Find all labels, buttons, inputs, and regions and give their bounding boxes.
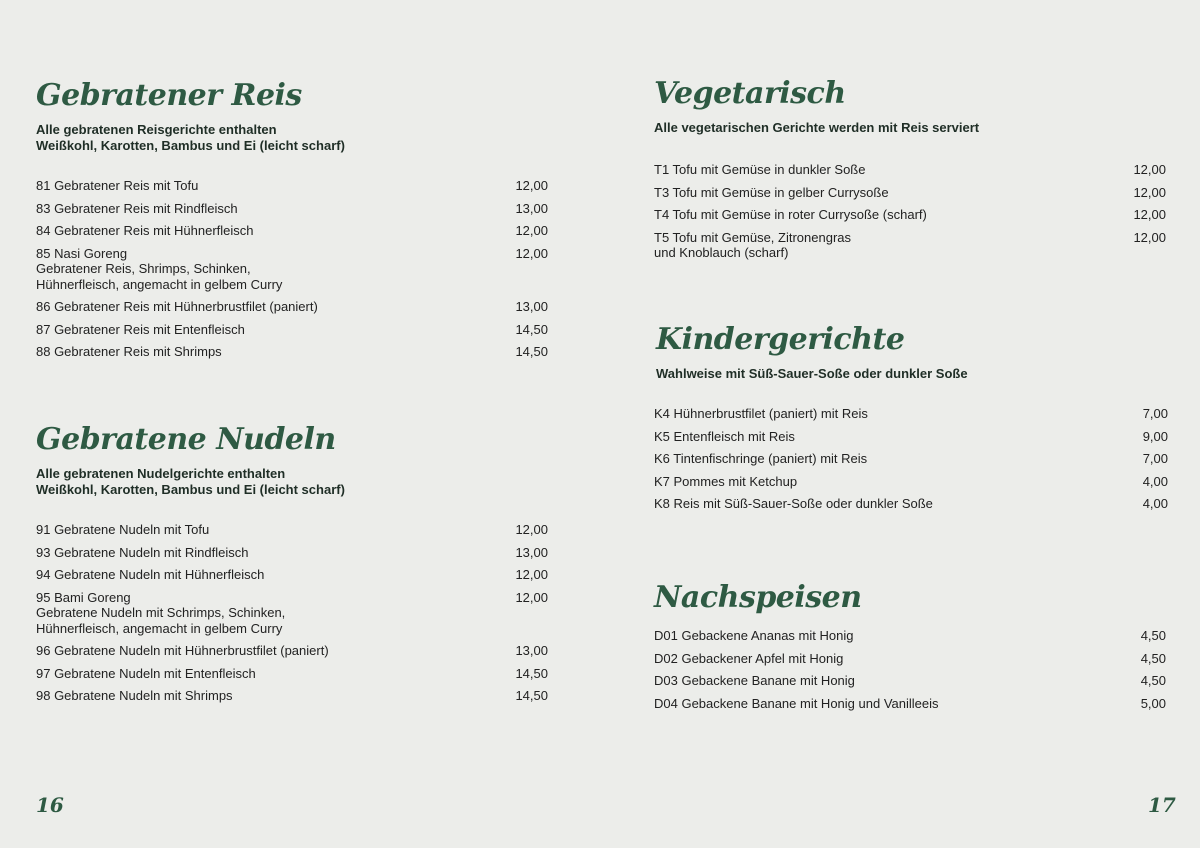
item-price: 12,00 bbox=[515, 223, 548, 238]
item-price: 4,50 bbox=[1140, 650, 1166, 666]
item-name: K7 Pommes mit Ketchup bbox=[654, 473, 798, 489]
menu-item bbox=[36, 545, 548, 561]
item-price: 12,00 bbox=[1133, 229, 1166, 245]
menu-item bbox=[654, 696, 1166, 712]
page-number: 17 bbox=[1148, 793, 1176, 817]
item-name: T3 Tofu mit Gemüse in gelber Currysoße bbox=[654, 184, 889, 200]
item-price: 7,00 bbox=[1142, 406, 1168, 421]
item-name: 86 Gebratener Reis mit Hühnerbrustfilet (paniert) bbox=[36, 299, 318, 314]
item-price: 4,00 bbox=[1142, 496, 1168, 511]
item-name: 95 Bami Goreng Gebratene Nudeln mit Schrimps, Schinken, Hühnerfleisch, angemacht in gelbem Curry bbox=[36, 589, 286, 636]
section-subtitle: Alle gebratenen Nudelgerichte enthalten Weißkohl, Karotten, Bambus und Ei (leicht scharf) bbox=[36, 466, 345, 497]
item-name: 98 Gebratene Nudeln mit Shrimps bbox=[36, 688, 233, 703]
menu-item bbox=[654, 628, 1166, 644]
item-price: 4,50 bbox=[1140, 628, 1166, 643]
menu-item bbox=[36, 590, 548, 637]
section-kindergerichte bbox=[656, 320, 1168, 519]
item-price: 12,00 bbox=[515, 567, 548, 582]
item-name: 83 Gebratener Reis mit Rindfleisch bbox=[36, 200, 238, 216]
menu-item bbox=[654, 207, 1166, 223]
page-number: 16 bbox=[36, 793, 64, 817]
item-name: D02 Gebackener Apfel mit Honig bbox=[654, 650, 844, 666]
item-name: 81 Gebratener Reis mit Tofu bbox=[36, 178, 199, 193]
item-name: K5 Entenfleisch mit Reis bbox=[654, 428, 795, 444]
section-title: Nachspeisen bbox=[654, 580, 862, 615]
section-vegetarisch bbox=[654, 74, 1166, 268]
item-name: D03 Gebackene Banane mit Honig bbox=[654, 673, 855, 688]
item-price: 7,00 bbox=[1142, 451, 1168, 466]
menu-items bbox=[656, 406, 1168, 512]
item-price: 12,00 bbox=[515, 522, 548, 537]
section-gebratener-reis bbox=[36, 76, 548, 367]
item-name: 93 Gebratene Nudeln mit Rindfleisch bbox=[36, 544, 249, 560]
item-price: 13,00 bbox=[515, 299, 548, 314]
item-name: T5 Tofu mit Gemüse, Zitronengras und Knoblauch (scharf) bbox=[654, 229, 852, 260]
menu-item bbox=[36, 178, 548, 194]
menu-item bbox=[654, 429, 1168, 445]
menu-item bbox=[654, 673, 1166, 689]
item-name: 91 Gebratene Nudeln mit Tofu bbox=[36, 522, 210, 537]
item-price: 12,00 bbox=[1133, 207, 1166, 222]
right-page bbox=[600, 0, 1200, 848]
item-price: 4,50 bbox=[1140, 673, 1166, 688]
menu-item bbox=[36, 322, 548, 338]
item-price: 4,00 bbox=[1142, 473, 1168, 489]
menu-items bbox=[36, 178, 548, 360]
item-name: 88 Gebratener Reis mit Shrimps bbox=[36, 344, 222, 359]
menu-item bbox=[36, 643, 548, 659]
item-price: 12,00 bbox=[1133, 162, 1166, 177]
menu-item bbox=[654, 496, 1168, 512]
item-name: D04 Gebackene Banane mit Honig und Vanilleeis bbox=[654, 695, 939, 711]
section-title: Gebratener Reis bbox=[36, 78, 302, 113]
item-price: 14,50 bbox=[515, 665, 548, 681]
menu-item bbox=[36, 666, 548, 682]
item-price: 12,00 bbox=[1133, 184, 1166, 200]
section-title: Kindergerichte bbox=[656, 322, 905, 357]
menu-item bbox=[36, 246, 548, 293]
item-name: 84 Gebratener Reis mit Hühnerfleisch bbox=[36, 223, 254, 238]
item-name: K8 Reis mit Süß-Sauer-Soße oder dunkler Soße bbox=[654, 496, 933, 511]
item-name: D01 Gebackene Ananas mit Honig bbox=[654, 628, 854, 643]
item-name: 96 Gebratene Nudeln mit Hühnerbrustfilet (paniert) bbox=[36, 643, 329, 658]
menu-items bbox=[36, 522, 548, 704]
section-subtitle: Wahlweise mit Süß-Sauer-Soße oder dunkler Soße bbox=[656, 366, 968, 381]
item-name: K4 Hühnerbrustfilet (paniert) mit Reis bbox=[654, 406, 868, 421]
section-subtitle: Alle gebratenen Reisgerichte enthalten Weißkohl, Karotten, Bambus und Ei (leicht scharf) bbox=[36, 122, 345, 153]
item-price: 14,50 bbox=[515, 688, 548, 703]
item-price: 13,00 bbox=[515, 643, 548, 658]
item-price: 12,00 bbox=[515, 245, 548, 261]
item-name: K6 Tintenfischringe (paniert) mit Reis bbox=[654, 451, 868, 466]
menu-item bbox=[654, 474, 1168, 490]
menu-item bbox=[654, 451, 1168, 467]
menu-item bbox=[36, 522, 548, 538]
menu-item bbox=[36, 567, 548, 583]
section-title: Vegetarisch bbox=[654, 76, 846, 111]
item-name: T4 Tofu mit Gemüse in roter Currysoße (scharf) bbox=[654, 207, 927, 222]
item-price: 12,00 bbox=[515, 589, 548, 605]
menu-item bbox=[654, 162, 1166, 178]
section-gebratene-nudeln bbox=[36, 420, 548, 711]
item-price: 13,00 bbox=[515, 200, 548, 216]
item-price: 5,00 bbox=[1140, 695, 1166, 711]
item-name: T1 Tofu mit Gemüse in dunkler Soße bbox=[654, 162, 866, 177]
menu-item bbox=[654, 651, 1166, 667]
menu-item bbox=[654, 406, 1168, 422]
menu-item bbox=[654, 185, 1166, 201]
item-price: 13,00 bbox=[515, 544, 548, 560]
item-name: 94 Gebratene Nudeln mit Hühnerfleisch bbox=[36, 567, 265, 582]
menu-item bbox=[36, 344, 548, 360]
section-title: Gebratene Nudeln bbox=[36, 422, 336, 457]
menu-item bbox=[654, 230, 1166, 261]
item-name: 97 Gebratene Nudeln mit Entenfleisch bbox=[36, 665, 256, 681]
menu-item bbox=[36, 299, 548, 315]
menu-items bbox=[654, 628, 1166, 711]
item-price: 14,50 bbox=[515, 344, 548, 359]
menu-item bbox=[36, 688, 548, 704]
item-name: 85 Nasi Goreng Gebratener Reis, Shrimps, Schinken, Hühnerfleisch, angemacht in gelbem Curry bbox=[36, 245, 283, 292]
item-name: 87 Gebratener Reis mit Entenfleisch bbox=[36, 321, 245, 337]
menu-item bbox=[36, 201, 548, 217]
menu-items bbox=[654, 162, 1166, 261]
menu-item bbox=[36, 223, 548, 239]
item-price: 14,50 bbox=[515, 321, 548, 337]
section-subtitle: Alle vegetarischen Gerichte werden mit Reis serviert bbox=[654, 120, 980, 135]
section-nachspeisen bbox=[654, 578, 1166, 718]
item-price: 9,00 bbox=[1142, 428, 1168, 444]
item-price: 12,00 bbox=[515, 178, 548, 193]
